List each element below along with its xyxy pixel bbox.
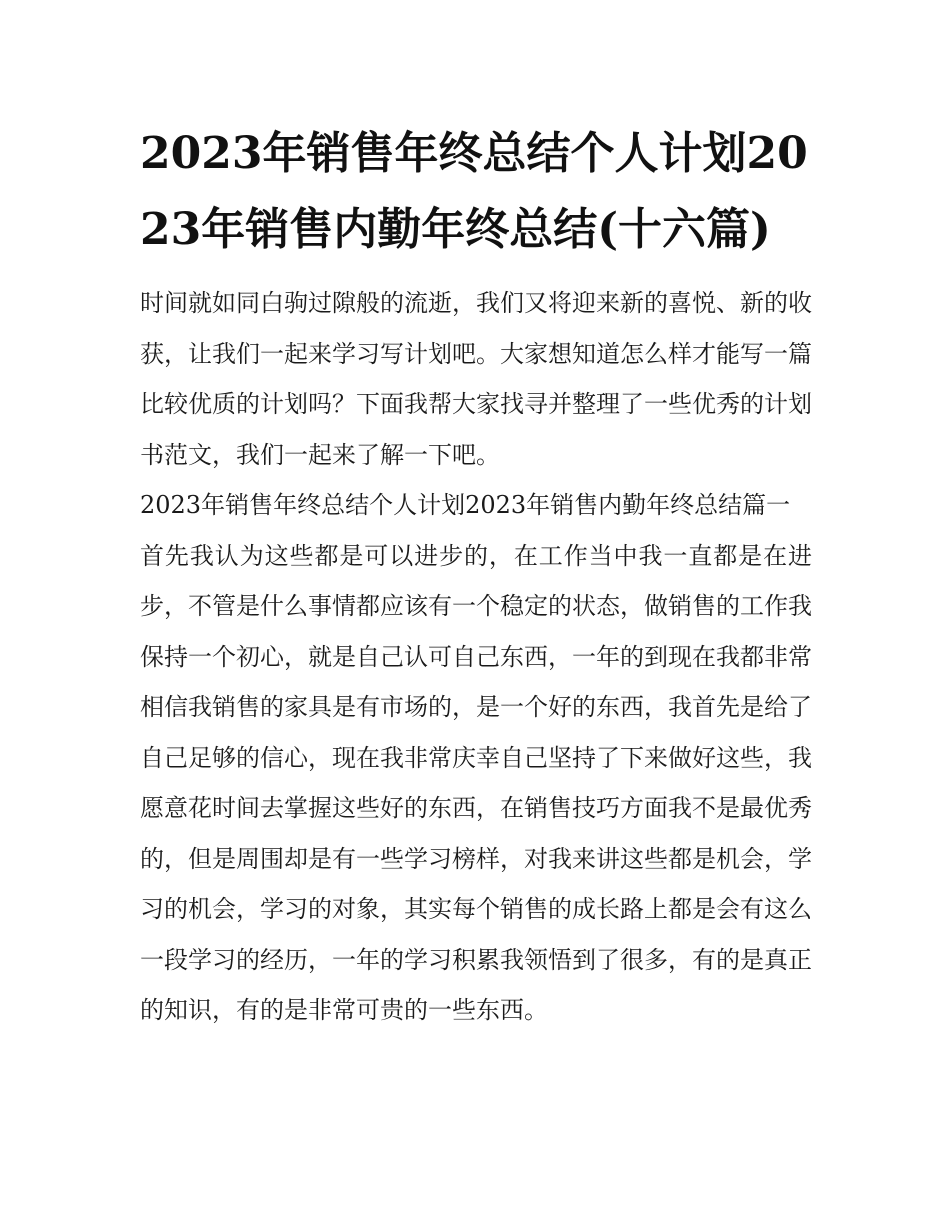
document-title: 2023年销售年终总结个人计划2023年销售内勤年终总结(十六篇) (140, 128, 808, 255)
body-paragraph: 首先我认为这些都是可以进步的，在工作当中我一直都是在进步，不管是什么事情都应该有一个稳定的状态，做销售的工作我保持一个初心，就是自己认可自己东西，一年的到现在我都非常相信我销售的家具是有市场的，是一个好的东西，我首先是给了自己足够的信心，现在我非常庆幸自己坚持了下来做好这些，我愿意花时间去掌握这些好的东西，在销售技巧方面我不是最优秀的，但是周围却是有一些学习榜样，对我来讲这些都是机会，学习的机会，学习的对象，其实每个销售的成长路上都是会有这么一段学习的经历，一年的学习积累我领悟到了很多，有的是真正的知识，有的是非常可贵的一些东西。 (140, 541, 812, 1024)
intro-paragraph: 时间就如同白驹过隙般的流逝，我们又将迎来新的喜悦、新的收获，让我们一起来学习写计划吧。大家想知道怎么样才能写一篇比较优质的计划吗？下面我帮大家找寻并整理了一些优秀的计划书范文，我们一起来了解一下吧。 (140, 289, 812, 469)
document-content (140, 116, 812, 1036)
section-heading: 2023年销售年终总结个人计划2023年销售内勤年终总结篇一 (140, 491, 791, 519)
